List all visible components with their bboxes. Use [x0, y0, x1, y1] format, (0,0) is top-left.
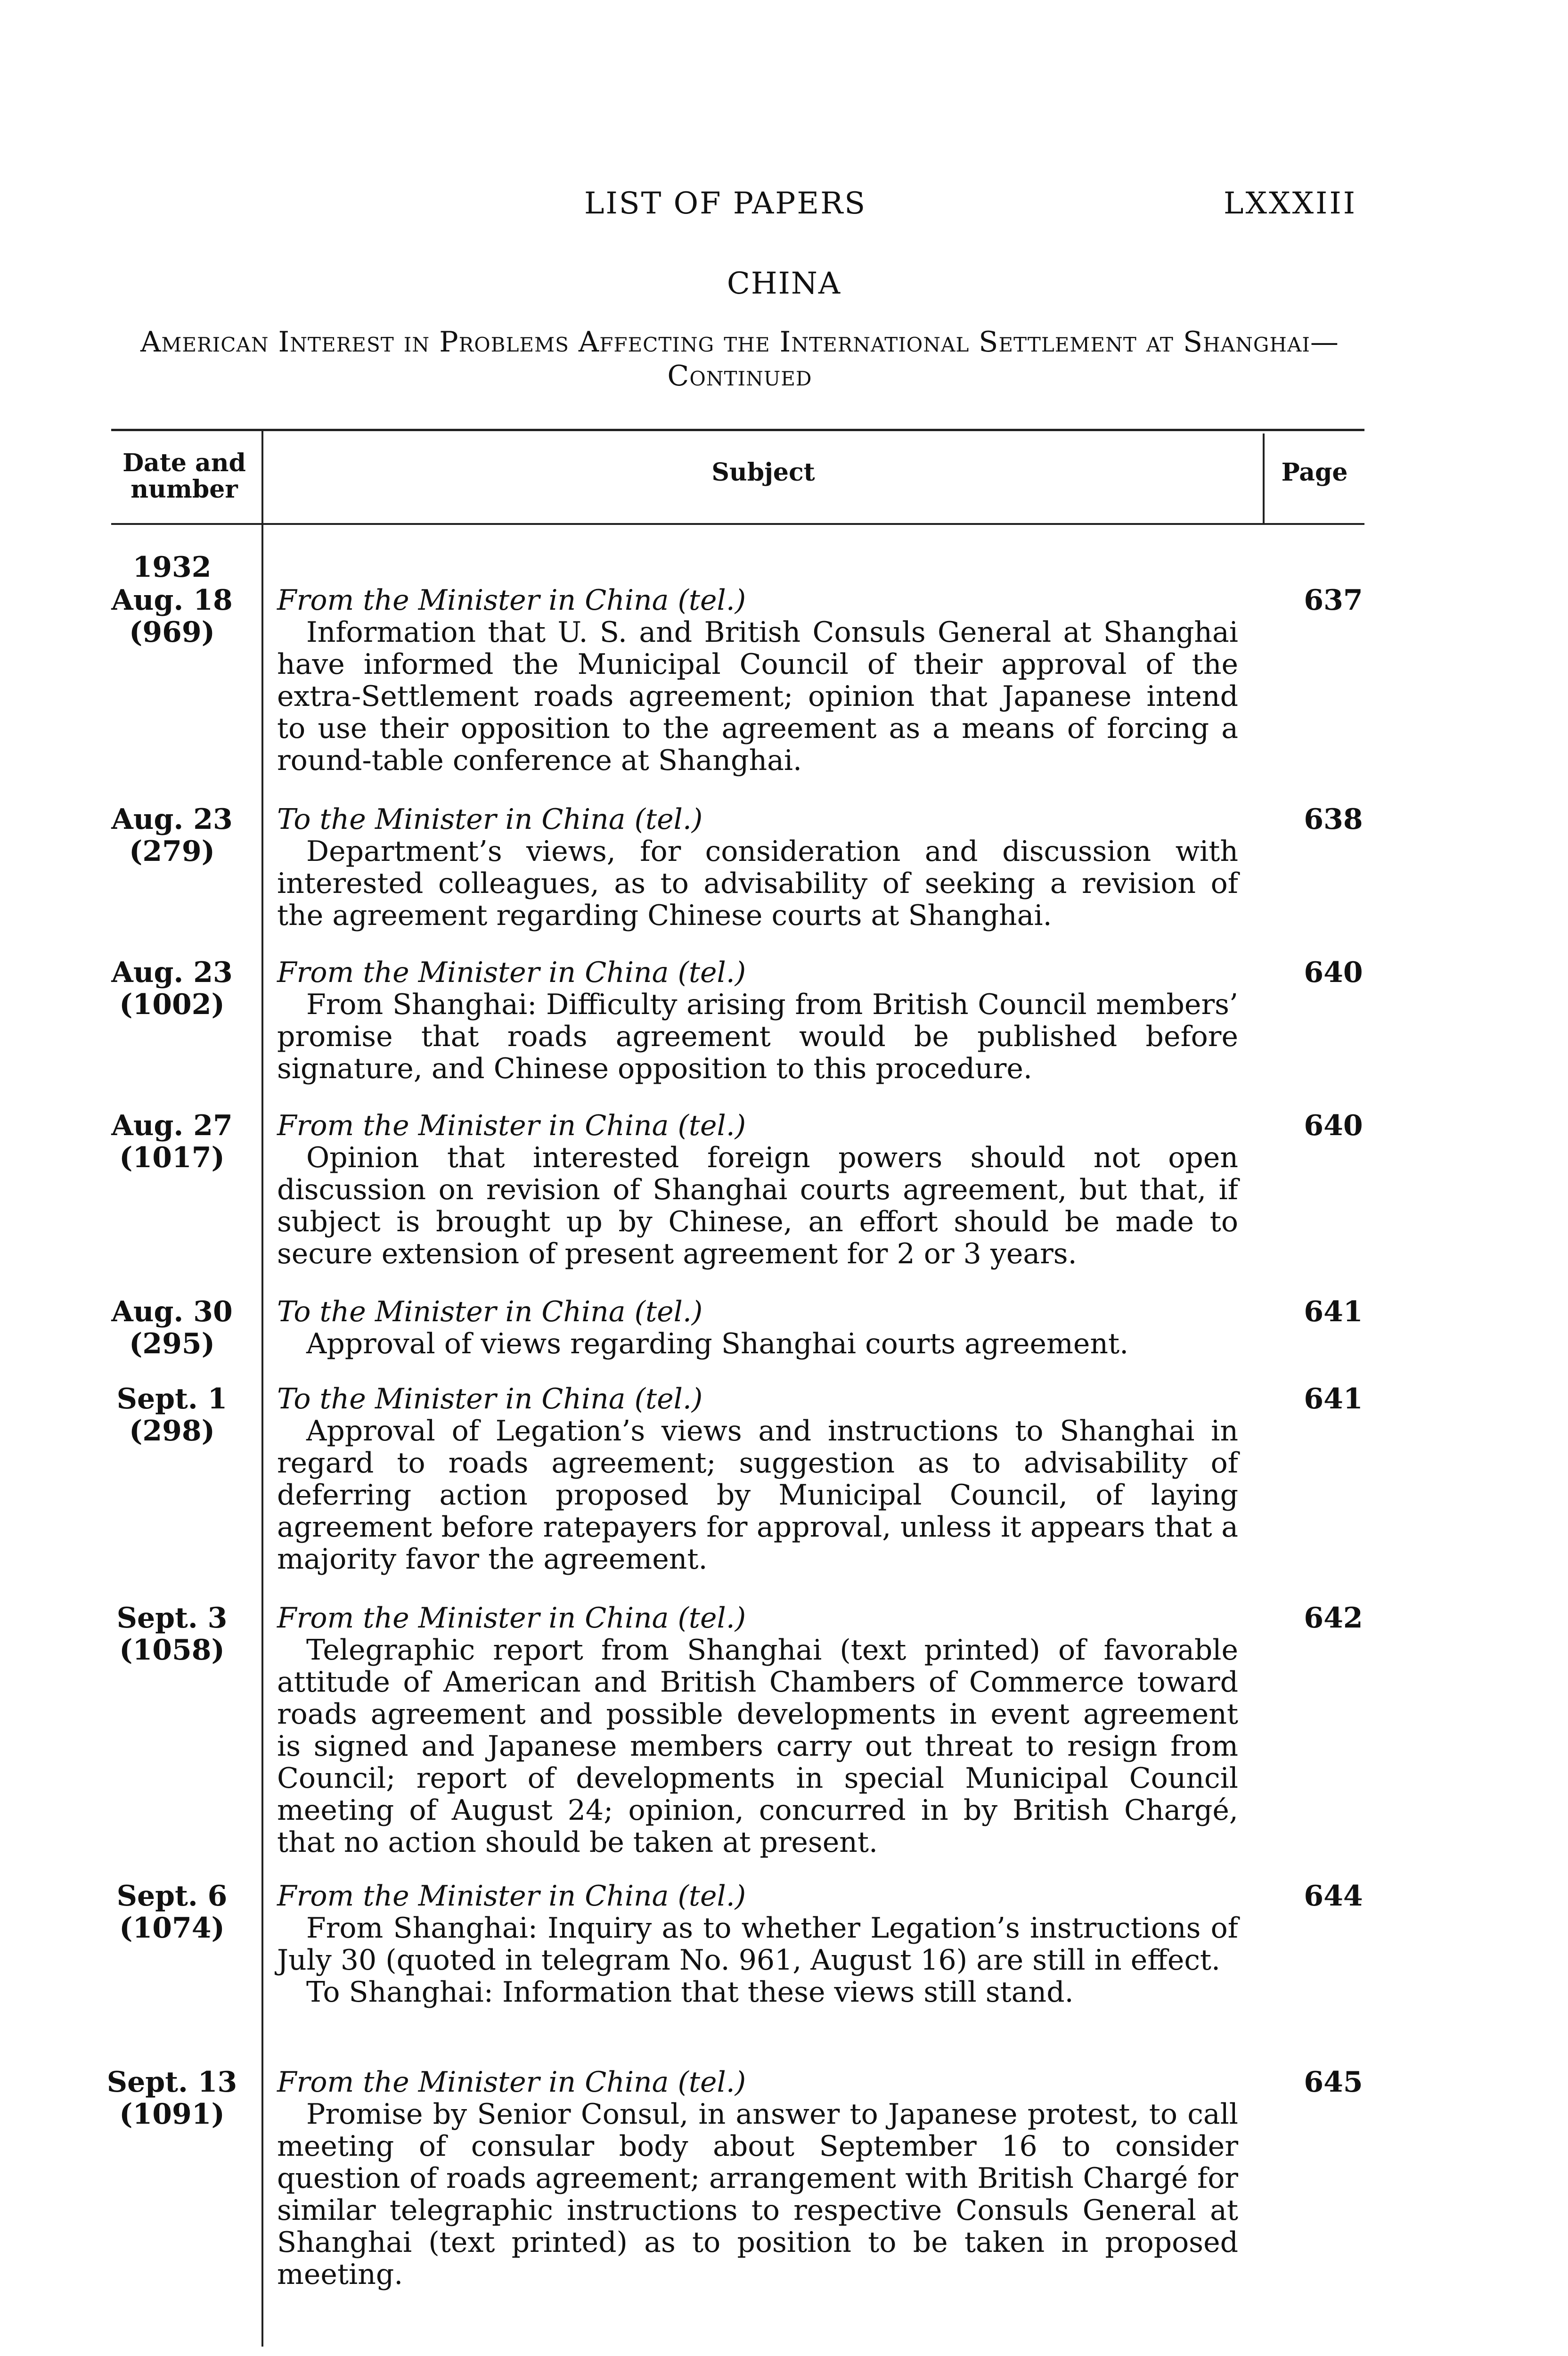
entry-page: 637 [1304, 584, 1363, 617]
entry-subject: From the Minister in China (tel.) Opinion that interested foreign powers should not open discussion on revision of Shanghai courts agreement, but that, if subject is brought up by Chinese, an effort should be made to secure extension of present agreement for 2 or 3 years. [277, 1109, 1238, 1270]
entry-subject: From the Minister in China (tel.) Telegraphic report from Shanghai (text printed) of favorable attitude of American and British Chambers of Commerce toward roads agreement and possible developments in event agreement is signed and Japanese members carry out threat to resign from Council; report of developments in special Municipal Council meeting of August 24; opinion, concurred in by British Chargé, that no action should be taken at present. [277, 1602, 1238, 1859]
header-bottom-rule [111, 523, 1364, 525]
running-head [471, 186, 1357, 224]
entry-subject: To the Minister in China (tel.) Department’s views, for consideration and discussion with interested colleagues, as to advisability of seeking a revision of the agreement regarding Chinese courts at Shanghai. [277, 803, 1238, 932]
section-heading: American Interest in Problems Affecting the International Settlement at Shanghai—Continued [140, 326, 1339, 393]
entry-date: Aug. 30 (295) [111, 1295, 233, 1360]
entry-subject: From the Minister in China (tel.) From Shanghai: Inquiry as to whether Legation’s instructions of July 30 (quoted in telegram No. 961, August 16) are still in effect. To Shanghai: Information that these views still stand. [277, 1880, 1238, 2009]
year-label: 1932 [132, 551, 212, 584]
country-heading: CHINA [727, 266, 841, 301]
entry-date: Aug. 27 (1017) [111, 1109, 233, 1174]
entry-subject: To the Minister in China (tel.) Approval of Legation’s views and instructions to Shanghai in regard to roads agreement; suggestion as to advisability of deferring action proposed by Municipal Council, of laying agreement before ratepayers for approval, unless it appears that a majority favor the agreement. [277, 1383, 1238, 1576]
entry-page: 644 [1304, 1880, 1363, 1913]
entry-subject: From the Minister in China (tel.) Promise by Senior Consul, in answer to Japanese protest, to call meeting of consular body about September 16 to consider question of roads agreement; arrangement with British Chargé for similar telegraphic instructions to respective Consuls General at Shanghai (text printed) as to position to be taken in proposed meeting. [277, 2066, 1238, 2291]
entry-date: Sept. 3 (1058) [116, 1602, 228, 1667]
entry-page: 642 [1304, 1602, 1363, 1635]
entry-page: 641 [1304, 1383, 1363, 1415]
entry-subject: From the Minister in China (tel.) Information that U. S. and British Consuls General at Shanghai have informed the Municipal Council of their approval of the extra-Settlement roads agreement; opinion that Japanese intend to use their opposition to the agreement as a means of forcing a round-table conference at Shanghai. [277, 584, 1238, 777]
entry-date: Sept. 13 (1091) [106, 2066, 237, 2131]
entry-page: 641 [1304, 1295, 1363, 1328]
date-column-divider [261, 429, 263, 2347]
table-top-rule [111, 429, 1364, 431]
entry-page: 638 [1304, 803, 1363, 836]
entry-date: Sept. 1 (298) [116, 1383, 228, 1448]
column-header-page: Page [1281, 458, 1348, 487]
entry-date: Aug. 18 (969) [111, 584, 233, 649]
entry-date: Aug. 23 (279) [111, 803, 233, 868]
column-header-subject: Subject [711, 458, 815, 487]
column-header-date: Date and number [122, 449, 246, 504]
entry-page: 640 [1304, 956, 1363, 989]
entry-date: Sept. 6 (1074) [116, 1880, 228, 1945]
entry-page: 645 [1304, 2066, 1363, 2099]
entry-subject: From the Minister in China (tel.) From Shanghai: Difficulty arising from British Council members’ promise that roads agreement would be published before signature, and Chinese opposition to this procedure. [277, 956, 1238, 1085]
entry-date: Aug. 23 (1002) [111, 956, 233, 1021]
entry-page: 640 [1304, 1109, 1363, 1142]
running-title: LIST OF PAPERS [584, 186, 867, 221]
entry-subject: To the Minister in China (tel.) Approval of views regarding Shanghai courts agreement. [277, 1295, 1129, 1360]
folio-page-number: LXXXIII [1223, 186, 1357, 221]
